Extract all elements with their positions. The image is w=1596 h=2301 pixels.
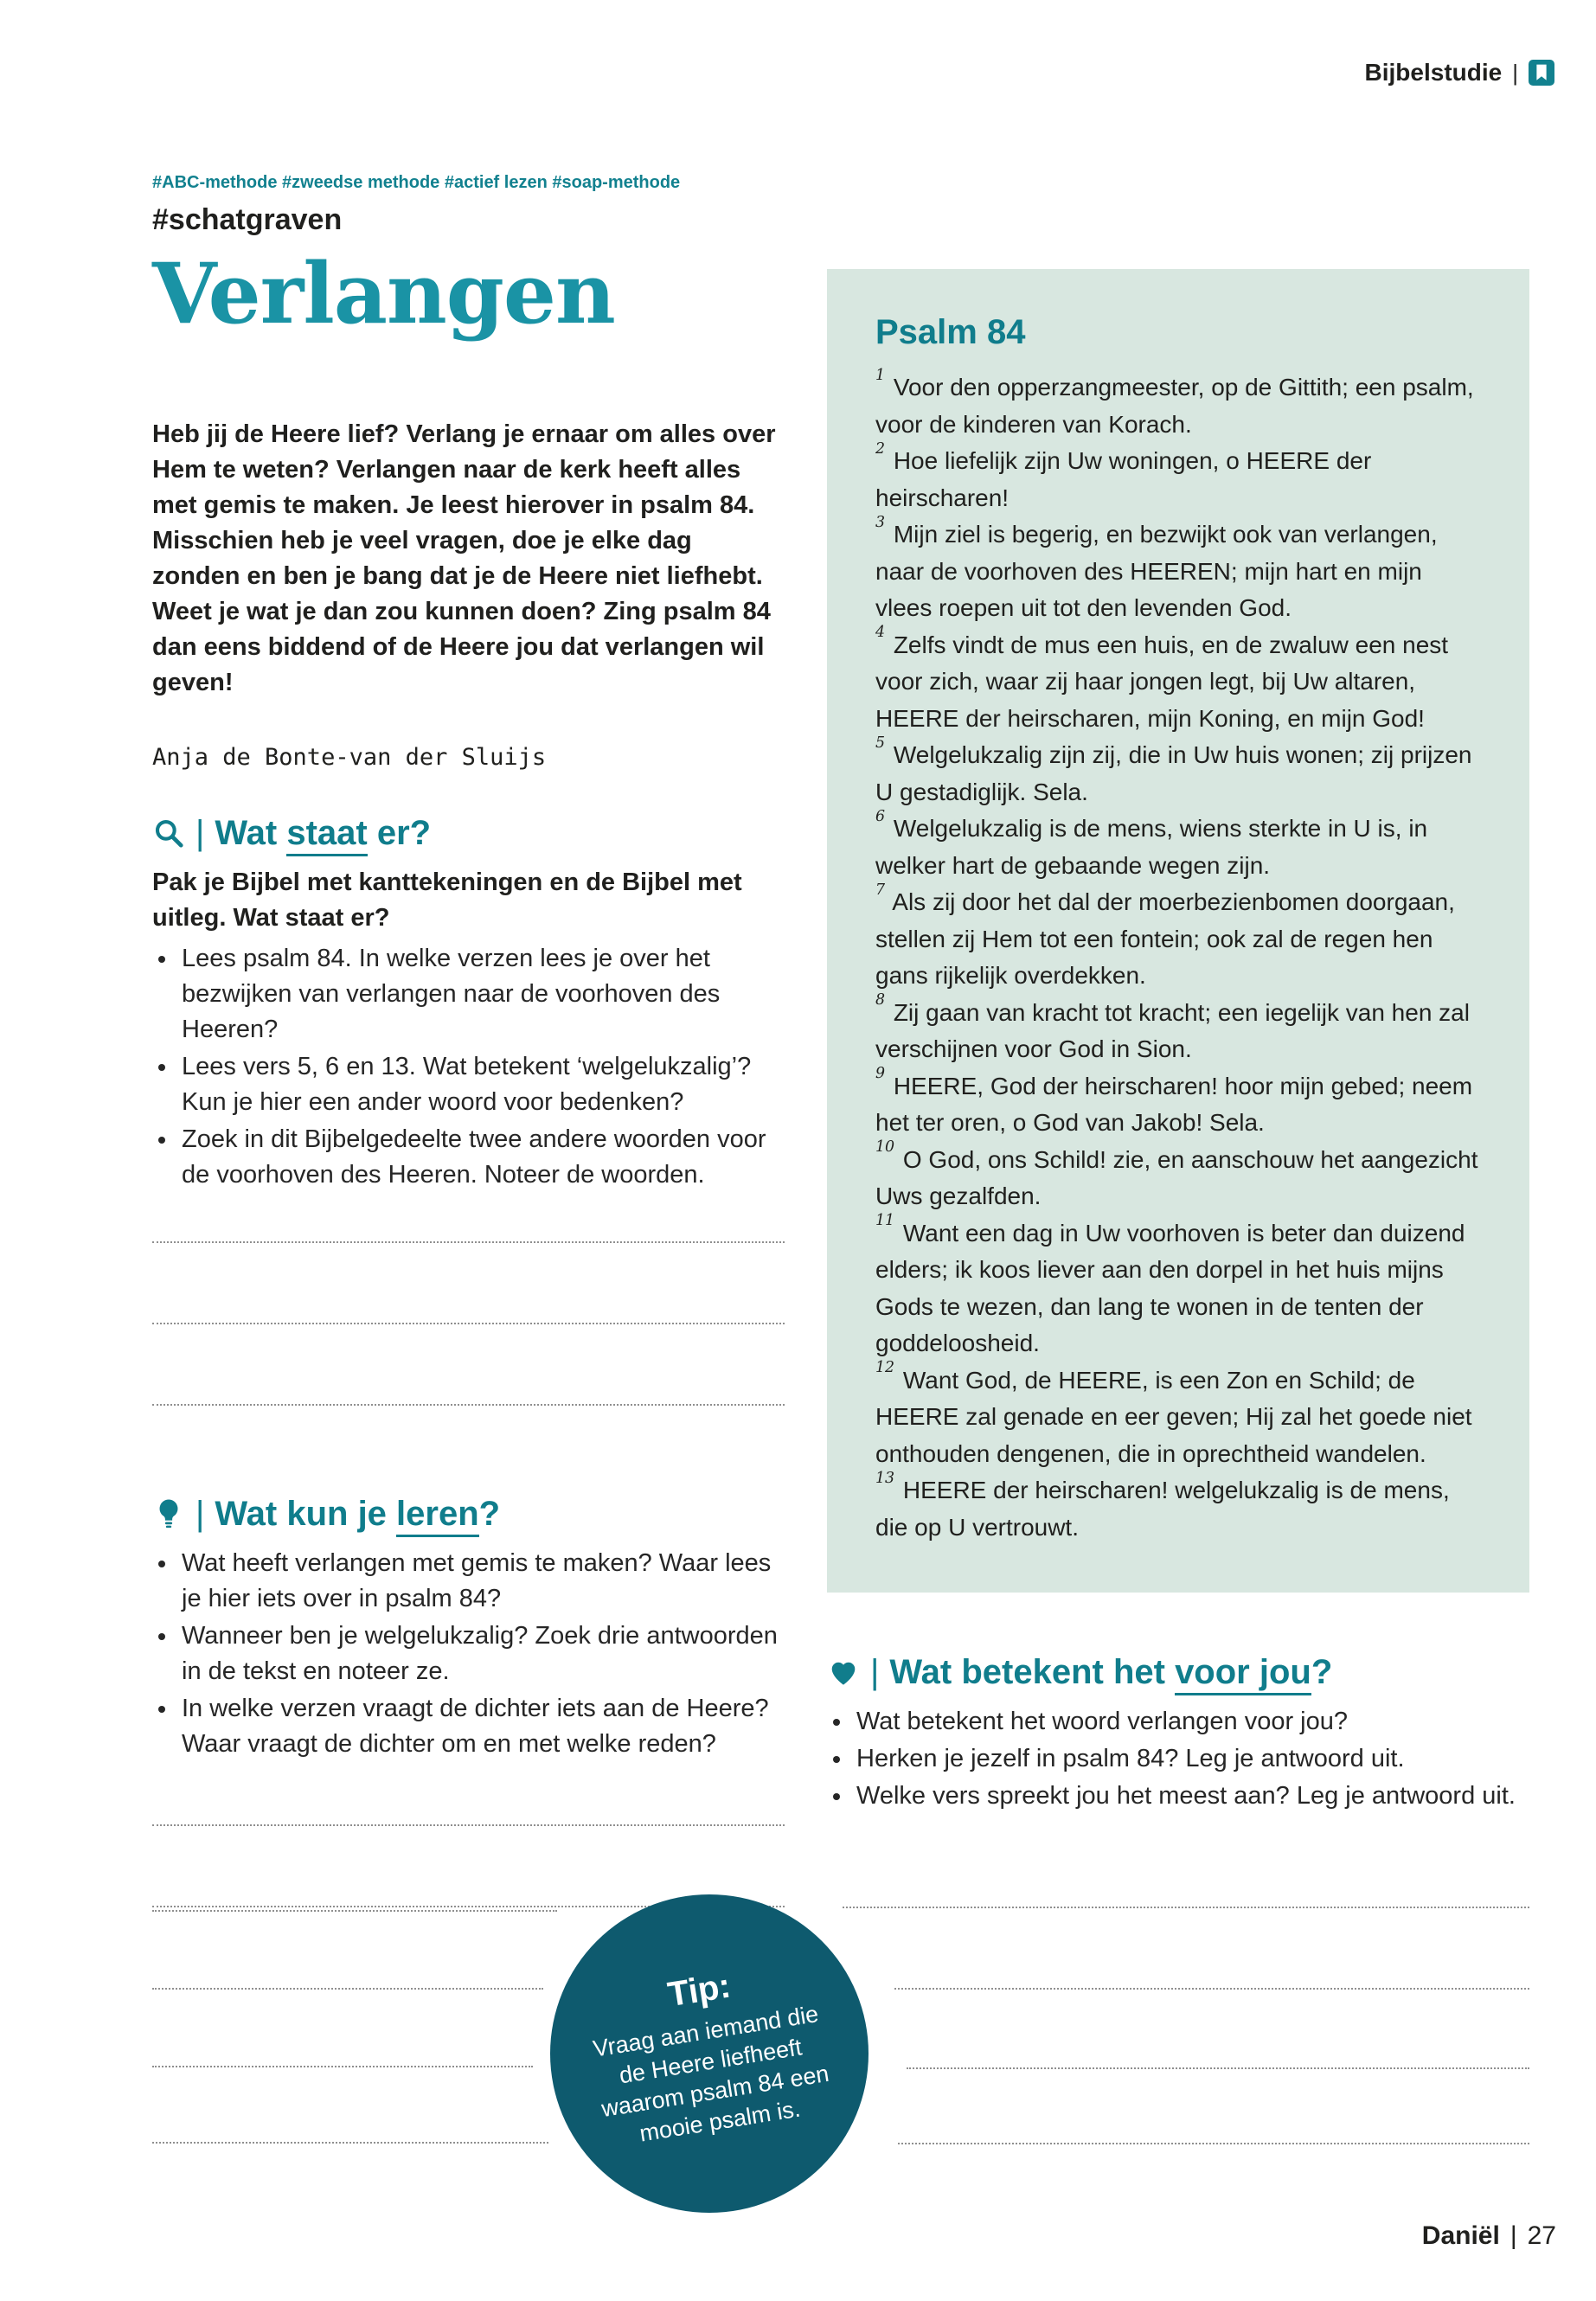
answer-line — [152, 1404, 785, 1406]
staat-bullets — [152, 941, 785, 1193]
answer-line — [152, 2066, 533, 2067]
verse-number: 11 — [875, 1212, 895, 1230]
verse-number: 1 — [875, 366, 886, 384]
answer-line — [898, 2143, 1529, 2144]
heading-wat-staat-er — [152, 811, 785, 855]
psalm-verse: $^9$ HEERE, God der heirscharen! hoor mijn gebed; neem het ter oren, o God van Jakob! Sela. — [875, 1065, 1473, 1136]
heading-text-prefix: Wat kun je — [215, 1495, 397, 1533]
voor-jou-bullet: • Welke vers spreekt jou het meest aan? Leg je antwoord uit. — [853, 1779, 1529, 1814]
voor-jou-bullet: • Herken je jezelf in psalm 84? Leg je antwoord uit. — [853, 1741, 1529, 1777]
page-number: 27 — [1527, 2221, 1556, 2250]
footer-separator: | — [1509, 2221, 1517, 2250]
psalm-verses — [875, 366, 1481, 1546]
psalm-verse: $^7$ Als zij door het dal der moerbezienbomen doorgaan, stellen zij Hem tot een fontein; ook zal de regen hen gans rijkelijk overdekken. — [875, 881, 1455, 989]
heart-icon — [827, 1656, 860, 1689]
tip-content — [573, 1952, 847, 2156]
answer-line — [894, 1988, 1529, 1990]
answer-line — [152, 2142, 548, 2144]
verse-number: 5 — [875, 734, 886, 752]
verse-number: 3 — [875, 513, 886, 531]
intro-paragraph: Heb jij de Heere lief? Verlang je ernaar om alles over Hem te weten? Verlangen naar de kerk heeft alles met gemis te maken. Je leest hierover in psalm 84. Misschien heb je veel vragen, doe je elke dag zonden en ben je bang dat je de Heere niet liefhebt. Weet je wat je dan zou kunnen doen? Zing psalm 84 dan eens biddend of de Heere jou dat verlangen wil geven! — [152, 420, 776, 696]
heading-text-underlined: staat — [286, 814, 367, 856]
page-header — [1365, 59, 1554, 87]
rubric-label: Bijbelstudie — [1364, 59, 1503, 86]
staat-lead: Pak je Bijbel met kanttekeningen en de Bijbel met uitleg. Wat staat er? — [152, 868, 742, 932]
heading-wat-kun-je-leren — [152, 1492, 785, 1535]
hashtags: #ABC-methode #zweedse methode #actief lezen #soap-methode — [152, 173, 681, 192]
heading-text-suffix: er? — [367, 814, 432, 852]
staat-bullet: • Lees vers 5, 6 en 13. Wat betekent ‘welgelukzalig’? Kun je hier een ander woord voor bedenken? — [178, 1049, 785, 1120]
psalm-title: Psalm 84 — [875, 313, 1026, 351]
magnifier-icon — [152, 817, 185, 849]
verse-number: 13 — [875, 1469, 895, 1487]
article-title: Verlangen — [152, 245, 615, 343]
heading-text-underlined: leren — [396, 1495, 479, 1537]
heading-text-suffix: ? — [1311, 1653, 1333, 1691]
page-footer — [1422, 2221, 1556, 2251]
leren-bullet: • Wat heeft verlangen met gemis te maken? Waar lees je hier iets over in psalm 84? — [178, 1546, 785, 1617]
psalm-verse: $^2$ Hoe liefelijk zijn Uw woningen, o HEERE der heirscharen! — [875, 439, 1372, 511]
voor-jou-bullet: • Wat betekent het woord verlangen voor jou? — [853, 1704, 1529, 1740]
psalm-verse: $^8$ Zij gaan van kracht tot kracht; een iegelijk van hen zal verschijnen voor God in Sion. — [875, 991, 1470, 1062]
heading-text-suffix: ? — [478, 1495, 501, 1533]
tip-text: Vraag aan iemand die de Heere liefheeft waarom psalm 84 een mooie psalm is. — [591, 2000, 831, 2147]
heading-text — [215, 811, 431, 855]
leren-bullets — [152, 1546, 785, 1762]
heading-wat-betekent-het-voor-jou — [827, 1650, 1529, 1694]
heading-text-prefix: Wat betekent het — [889, 1653, 1176, 1691]
psalm-verse: $^3$ Mijn ziel is begerig, en bezwijkt ook van verlangen, naar de voorhoven des HEEREN; mijn hart en mijn vlees roepen uit tot den levenden God. — [875, 513, 1438, 621]
verse-number: 8 — [875, 991, 886, 1009]
verse-number: 7 — [875, 881, 886, 899]
verse-number: 10 — [875, 1138, 895, 1157]
psalm-verse: $^5$ Welgelukzalig zijn zij, die in Uw huis wonen; zij prijzen U gestadiglijk. Sela. — [875, 734, 1472, 805]
heading-bar: | — [870, 1653, 880, 1691]
heading-text — [215, 1492, 500, 1535]
article-column — [152, 171, 785, 1907]
answer-line — [152, 1824, 785, 1826]
psalm-verse: $^1$ Voor den opperzangmeester, op de Gittith; een psalm, voor de kinderen van Korach. — [875, 366, 1474, 438]
psalm-verse: $^{10}$ O God, ons Schild! zie, en aanschouw het aangezicht Uws gezalfden. — [875, 1138, 1478, 1209]
verse-number: 6 — [875, 807, 886, 825]
staat-bullet: • Lees psalm 84. In welke verzen lees je over het bezwijken van verlangen naar de voorhoven des Heeren? — [178, 941, 785, 1048]
verse-number: 9 — [875, 1065, 886, 1083]
psalm-verse: $^{12}$ Want God, de HEERE, is een Zon en Schild; de HEERE zal genade en eer geven; Hij zal het goede niet onthouden dengenen, die in oprechtheid wandelen. — [875, 1359, 1472, 1467]
heading-text-underlined: voor jou — [1175, 1653, 1311, 1695]
verse-number: 2 — [875, 439, 886, 458]
bookmark-icon — [1529, 60, 1554, 86]
leren-bullet: • Wanneer ben je welgelukzalig? Zoek drie antwoorden in de tekst en noteer ze. — [178, 1618, 785, 1689]
magazine-name: Daniël — [1421, 2221, 1500, 2250]
heading-text-prefix: Wat — [215, 814, 287, 852]
answer-line — [843, 1907, 1529, 1908]
answer-line — [152, 1910, 557, 1912]
header-separator: | — [1512, 59, 1518, 86]
heading-bar: | — [195, 1495, 205, 1533]
heading-bar: | — [195, 814, 205, 852]
heading-text — [889, 1650, 1332, 1694]
verse-number: 4 — [875, 624, 886, 642]
answer-line — [152, 1323, 785, 1324]
author-byline: Anja de Bonte-van der Sluijs — [152, 744, 547, 771]
tag-schatgraven: #schatgraven — [152, 203, 343, 236]
psalm-verse: $^6$ Welgelukzalig is de mens, wiens sterkte in U is, in welker hart de gebaande wegen zijn. — [875, 807, 1428, 879]
leren-bullet: • In welke verzen vraagt de dichter iets aan de Heere? Waar vraagt de dichter om en met welke reden? — [178, 1691, 785, 1762]
answer-line — [152, 1988, 543, 1990]
voor-jou-bullets — [827, 1704, 1529, 1814]
psalm-box — [827, 269, 1529, 1593]
tip-circle — [550, 1894, 869, 2213]
tip-label: Tip: — [665, 1966, 734, 2014]
lightbulb-icon — [152, 1497, 185, 1530]
psalm-verse: $^4$ Zelfs vindt de mus een huis, en de zwaluw een nest voor zich, waar zij haar jongen legt, bij Uw altaren, HEERE der heirscharen, mijn Koning, en mijn God! — [875, 624, 1449, 732]
psalm-verse: $^{11}$ Want een dag in Uw voorhoven is beter dan duizend elders; ik koos liever aan den dorpel in het huis mijns Gods te wezen, dan lang te wonen in de tenten der goddeloosheid. — [875, 1212, 1465, 1356]
voor-jou-section — [827, 1650, 1529, 1816]
verse-number: 12 — [875, 1359, 895, 1377]
staat-bullet: • Zoek in dit Bijbelgedeelte twee andere woorden voor de voorhoven des Heeren. Noteer de woorden. — [178, 1122, 785, 1193]
answer-line — [152, 1241, 785, 1243]
answer-line — [907, 2067, 1529, 2069]
psalm-verse: $^{13}$ HEERE der heirscharen! welgelukzalig is de mens, die op U vertrouwt. — [875, 1469, 1450, 1541]
